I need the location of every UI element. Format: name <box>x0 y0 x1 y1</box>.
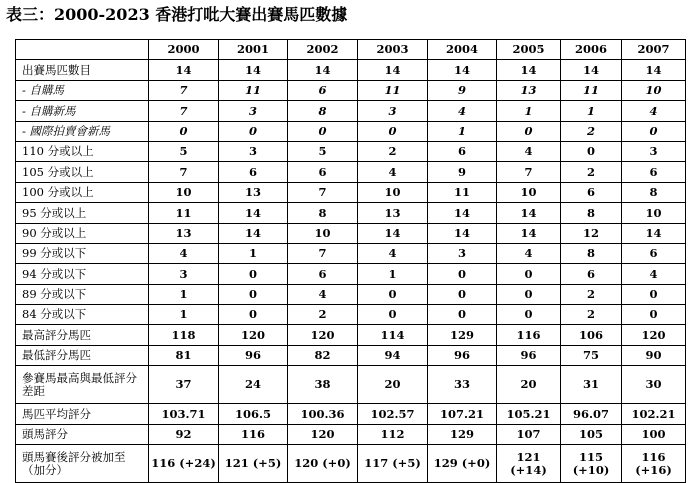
value-cell: 0 <box>358 121 428 141</box>
value-cell: 0 <box>561 141 622 161</box>
table-row <box>16 305 686 325</box>
value-cell: 4 <box>149 243 219 263</box>
value-cell: 3 <box>149 264 219 284</box>
value-cell: 4 <box>358 243 428 263</box>
value-cell: 7 <box>288 182 358 202</box>
value-cell: 0 <box>219 264 288 284</box>
value-cell: 14 <box>497 60 561 80</box>
value-cell: 10 <box>622 80 686 100</box>
value-cell: 4 <box>358 162 428 182</box>
value-cell: 14 <box>219 203 288 223</box>
value-cell: 0 <box>288 121 358 141</box>
value-cell: 118 <box>149 325 219 345</box>
value-cell: 13 <box>149 223 219 243</box>
value-cell: 1 <box>358 264 428 284</box>
year-header-cell: 2004 <box>428 40 497 60</box>
value-cell: 11 <box>219 80 288 100</box>
value-cell: 14 <box>622 223 686 243</box>
value-cell: 10 <box>358 182 428 202</box>
value-cell: 38 <box>288 366 358 404</box>
year-header-cell: 2005 <box>497 40 561 60</box>
value-cell: 6 <box>288 162 358 182</box>
value-cell: 75 <box>561 345 622 365</box>
table-row <box>16 101 686 121</box>
value-cell: 96 <box>428 345 497 365</box>
year-header-cell: 2007 <box>622 40 686 60</box>
value-cell: 116 <box>497 325 561 345</box>
table-row <box>16 404 686 424</box>
row-label-cell: 頭馬評分 <box>16 424 149 444</box>
value-cell: 0 <box>149 121 219 141</box>
value-cell: 14 <box>561 60 622 80</box>
year-header-cell: 2001 <box>219 40 288 60</box>
value-cell: 6 <box>622 243 686 263</box>
value-cell: 96 <box>497 345 561 365</box>
value-cell: 102.57 <box>358 404 428 424</box>
value-cell: 103.71 <box>149 404 219 424</box>
row-label-cell: 馬匹平均評分 <box>16 404 149 424</box>
row-label-cell: 100 分或以上 <box>16 182 149 202</box>
value-cell: 4 <box>497 141 561 161</box>
value-cell: 2 <box>561 284 622 304</box>
table-row <box>16 366 686 404</box>
value-cell: 112 <box>358 424 428 444</box>
value-cell: 117 (+5) <box>358 445 428 483</box>
value-cell: 1 <box>497 101 561 121</box>
value-cell: 105 <box>561 424 622 444</box>
value-cell: 0 <box>428 264 497 284</box>
value-cell: 0 <box>622 284 686 304</box>
value-cell: 4 <box>622 101 686 121</box>
value-cell: 0 <box>219 284 288 304</box>
value-cell: 1 <box>149 305 219 325</box>
value-cell: 2 <box>358 141 428 161</box>
value-cell: 13 <box>497 80 561 100</box>
row-label-cell: 110 分或以上 <box>16 141 149 161</box>
value-cell: 3 <box>622 141 686 161</box>
value-cell: 3 <box>358 101 428 121</box>
table-row <box>16 60 686 80</box>
value-cell: 121 (+5) <box>219 445 288 483</box>
value-cell: 20 <box>497 366 561 404</box>
value-cell: 7 <box>149 162 219 182</box>
derby-stats-table <box>15 39 686 483</box>
table-row <box>16 424 686 444</box>
row-label-cell: 105 分或以上 <box>16 162 149 182</box>
row-label-cell: 99 分或以下 <box>16 243 149 263</box>
value-cell: 1 <box>428 121 497 141</box>
value-cell: 2 <box>561 121 622 141</box>
table-row <box>16 345 686 365</box>
value-cell: 14 <box>622 60 686 80</box>
row-label-cell: 94 分或以下 <box>16 264 149 284</box>
value-cell: 129 <box>428 424 497 444</box>
value-cell: 14 <box>497 223 561 243</box>
row-label-cell: 參賽馬最高與最低評分差距 <box>16 366 149 404</box>
value-cell: 11 <box>149 203 219 223</box>
value-cell: 13 <box>219 182 288 202</box>
value-cell: 0 <box>497 305 561 325</box>
value-cell: 6 <box>622 162 686 182</box>
row-label-cell: 95 分或以上 <box>16 203 149 223</box>
value-cell: 1 <box>149 284 219 304</box>
value-cell: 14 <box>219 223 288 243</box>
value-cell: 1 <box>219 243 288 263</box>
value-cell: 96.07 <box>561 404 622 424</box>
value-cell: 8 <box>561 243 622 263</box>
value-cell: 14 <box>428 60 497 80</box>
value-cell: 14 <box>149 60 219 80</box>
value-cell: 0 <box>497 121 561 141</box>
value-cell: 0 <box>497 264 561 284</box>
header-corner-cell <box>16 40 149 60</box>
value-cell: 116 <box>219 424 288 444</box>
value-cell: 120 <box>288 325 358 345</box>
value-cell: 82 <box>288 345 358 365</box>
value-cell: 3 <box>219 101 288 121</box>
row-label-cell: 出賽馬匹數目 <box>16 60 149 80</box>
value-cell: 20 <box>358 366 428 404</box>
value-cell: 8 <box>561 203 622 223</box>
value-cell: 6 <box>428 141 497 161</box>
table-title: 表三：2000-2023 香港打吡大賽出賽馬匹數據 <box>6 5 348 24</box>
row-label-cell: 最低評分馬匹 <box>16 345 149 365</box>
value-cell: 14 <box>497 203 561 223</box>
value-cell: 100 <box>622 424 686 444</box>
value-cell: 2 <box>561 305 622 325</box>
year-header-cell: 2006 <box>561 40 622 60</box>
table-row <box>16 325 686 345</box>
value-cell: 0 <box>358 284 428 304</box>
value-cell: 116 (+16) <box>622 445 686 483</box>
value-cell: 120 <box>288 424 358 444</box>
value-cell: 14 <box>288 60 358 80</box>
value-cell: 129 (+0) <box>428 445 497 483</box>
value-cell: 96 <box>219 345 288 365</box>
value-cell: 81 <box>149 345 219 365</box>
value-cell: 10 <box>149 182 219 202</box>
value-cell: 7 <box>149 80 219 100</box>
value-cell: 7 <box>497 162 561 182</box>
value-cell: 0 <box>219 121 288 141</box>
table-row <box>16 243 686 263</box>
value-cell: 0 <box>497 284 561 304</box>
header-row <box>16 40 686 60</box>
value-cell: 11 <box>428 182 497 202</box>
row-label-cell: 最高評分馬匹 <box>16 325 149 345</box>
table-row <box>16 203 686 223</box>
table-row <box>16 223 686 243</box>
value-cell: 120 (+0) <box>288 445 358 483</box>
value-cell: 129 <box>428 325 497 345</box>
value-cell: 6 <box>288 264 358 284</box>
value-cell: 31 <box>561 366 622 404</box>
value-cell: 9 <box>428 80 497 100</box>
value-cell: 30 <box>622 366 686 404</box>
value-cell: 107 <box>497 424 561 444</box>
row-label-cell: - 自購馬 <box>16 80 149 100</box>
value-cell: 114 <box>358 325 428 345</box>
value-cell: 14 <box>428 223 497 243</box>
table-row <box>16 162 686 182</box>
value-cell: 0 <box>622 305 686 325</box>
row-label-cell: - 國際拍賣會新馬 <box>16 121 149 141</box>
year-header-cell: 2003 <box>358 40 428 60</box>
value-cell: 120 <box>622 325 686 345</box>
value-cell: 37 <box>149 366 219 404</box>
value-cell: 102.21 <box>622 404 686 424</box>
row-label-cell: - 自購新馬 <box>16 101 149 121</box>
row-label-cell: 84 分或以下 <box>16 305 149 325</box>
value-cell: 107.21 <box>428 404 497 424</box>
value-cell: 14 <box>358 223 428 243</box>
value-cell: 5 <box>149 141 219 161</box>
value-cell: 90 <box>622 345 686 365</box>
value-cell: 5 <box>288 141 358 161</box>
value-cell: 6 <box>561 264 622 284</box>
value-cell: 8 <box>622 182 686 202</box>
value-cell: 0 <box>622 121 686 141</box>
value-cell: 14 <box>219 60 288 80</box>
value-cell: 115 (+10) <box>561 445 622 483</box>
value-cell: 12 <box>561 223 622 243</box>
value-cell: 0 <box>428 284 497 304</box>
value-cell: 4 <box>497 243 561 263</box>
value-cell: 14 <box>358 60 428 80</box>
value-cell: 6 <box>288 80 358 100</box>
value-cell: 4 <box>428 101 497 121</box>
row-label-cell: 頭馬賽後評分被加至（加分） <box>16 445 149 483</box>
table-row <box>16 182 686 202</box>
row-label-cell: 89 分或以下 <box>16 284 149 304</box>
value-cell: 10 <box>497 182 561 202</box>
value-cell: 14 <box>428 203 497 223</box>
value-cell: 120 <box>219 325 288 345</box>
value-cell: 9 <box>428 162 497 182</box>
value-cell: 4 <box>288 284 358 304</box>
value-cell: 7 <box>149 101 219 121</box>
value-cell: 0 <box>219 305 288 325</box>
table-row <box>16 121 686 141</box>
value-cell: 121 (+14) <box>497 445 561 483</box>
table-row <box>16 264 686 284</box>
value-cell: 105.21 <box>497 404 561 424</box>
value-cell: 11 <box>561 80 622 100</box>
value-cell: 0 <box>428 305 497 325</box>
value-cell: 100.36 <box>288 404 358 424</box>
value-cell: 106 <box>561 325 622 345</box>
table-row <box>16 141 686 161</box>
value-cell: 2 <box>288 305 358 325</box>
value-cell: 6 <box>219 162 288 182</box>
value-cell: 3 <box>219 141 288 161</box>
value-cell: 10 <box>622 203 686 223</box>
value-cell: 11 <box>358 80 428 100</box>
value-cell: 8 <box>288 203 358 223</box>
value-cell: 2 <box>561 162 622 182</box>
row-label-cell: 90 分或以上 <box>16 223 149 243</box>
value-cell: 8 <box>288 101 358 121</box>
year-header-cell: 2000 <box>149 40 219 60</box>
value-cell: 94 <box>358 345 428 365</box>
value-cell: 4 <box>622 264 686 284</box>
value-cell: 6 <box>561 182 622 202</box>
value-cell: 1 <box>561 101 622 121</box>
value-cell: 106.5 <box>219 404 288 424</box>
value-cell: 0 <box>358 305 428 325</box>
table-row <box>16 284 686 304</box>
year-header-cell: 2002 <box>288 40 358 60</box>
value-cell: 33 <box>428 366 497 404</box>
value-cell: 10 <box>288 223 358 243</box>
value-cell: 13 <box>358 203 428 223</box>
value-cell: 92 <box>149 424 219 444</box>
value-cell: 3 <box>428 243 497 263</box>
value-cell: 24 <box>219 366 288 404</box>
value-cell: 7 <box>288 243 358 263</box>
value-cell: 116 (+24) <box>149 445 219 483</box>
table-row <box>16 80 686 100</box>
